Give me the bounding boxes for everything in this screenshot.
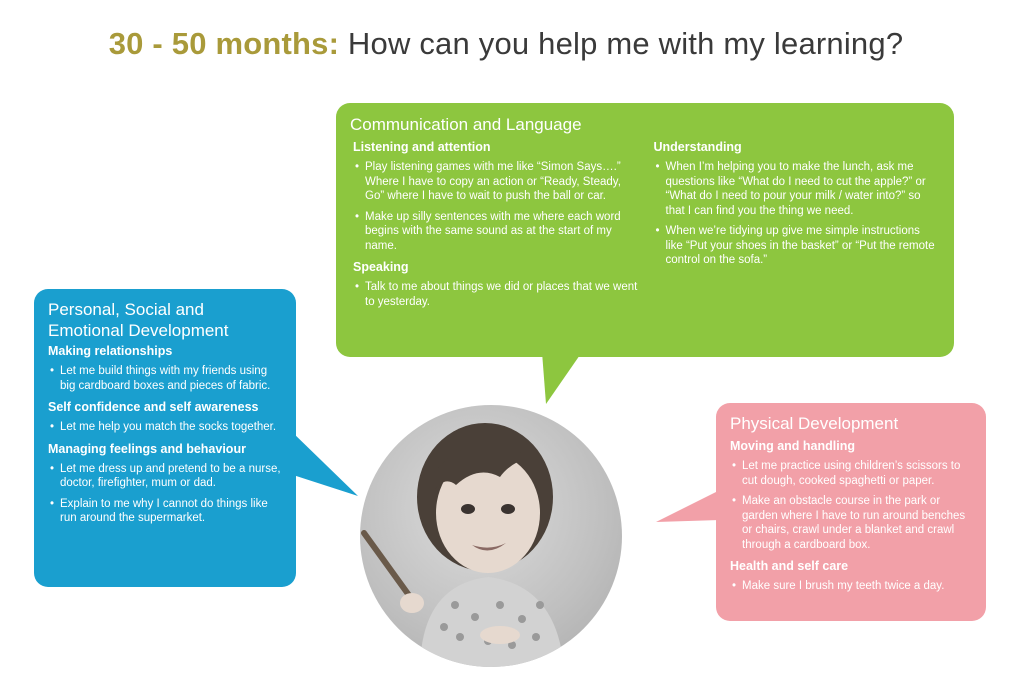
personal-bubble-tail — [290, 430, 362, 500]
page-title-age-range: 30 - 50 months: — [108, 26, 340, 61]
making-relationships-list — [48, 364, 282, 393]
list-item: • Make up silly sentences with me where each word begins with the same sound as at the start of my name. — [353, 210, 640, 254]
physical-bubble-tail — [654, 488, 724, 532]
communication-left-column — [350, 139, 640, 315]
section-title: Understanding — [653, 140, 742, 154]
listening-attention-list — [353, 160, 640, 253]
section-title: Self confidence and self awareness — [48, 400, 259, 414]
heading-line: Personal, Social and — [48, 300, 204, 319]
personal-social-emotional-panel — [34, 289, 296, 587]
page-title-question: How can you help me with my learning? — [339, 26, 904, 61]
list-item: • Let me build things with my friends using big cardboard boxes and pieces of fabric. — [48, 364, 282, 393]
physical-development-panel — [716, 403, 986, 621]
section-title: Moving and handling — [730, 439, 855, 453]
list-item: • When we’re tidying up give me simple instructions like “Put your shoes in the basket” or “Put the remote control on the sofa.” — [654, 224, 941, 268]
list-item: • When I’m helping you to make the lunch, ask me questions like “What do I need to cut the apple?” or “What do I need to pour your milk / water into?” so that I can find you the thing we need. — [654, 160, 941, 218]
self-confidence-list — [48, 420, 282, 435]
child-photo — [360, 405, 622, 667]
list-item: • Let me dress up and pretend to be a nurse, doctor, firefighter, mum or dad. — [48, 462, 282, 491]
list-item: • Let me help you match the socks together. — [48, 420, 282, 435]
communication-right-column — [654, 139, 941, 315]
section-title: Health and self care — [730, 559, 849, 573]
moving-handling-list — [730, 459, 972, 552]
physical-development-heading: Physical Development — [730, 414, 899, 433]
personal-social-emotional-heading — [48, 299, 282, 341]
list-item: • Talk to me about things we did or places that we went to yesterday. — [353, 280, 640, 309]
section-title: Listening and attention — [353, 140, 491, 154]
page-title — [0, 26, 1012, 62]
understanding-list — [654, 160, 941, 268]
list-item: • Let me practice using children’s scissors to cut dough, cooked spaghetti or paper. — [730, 459, 972, 488]
section-title: Speaking — [353, 260, 409, 274]
list-item: • Make sure I brush my teeth twice a day. — [730, 579, 972, 594]
speaking-list — [353, 280, 640, 309]
list-item: • Make an obstacle course in the park or garden where I have to run around benches or chairs, crawl under a blanket and crawl through a cardboard box. — [730, 494, 972, 552]
list-item: • Explain to me why I cannot do things like run around the supermarket. — [48, 497, 282, 526]
list-item: • Play listening games with me like “Simon Says….” Where I have to copy an action or “Ready, Steady, Go” where I have to wait to push the ball or car. — [353, 160, 640, 204]
communication-bubble-tail — [530, 352, 590, 406]
health-self-care-list — [730, 579, 972, 594]
heading-line: Emotional Development — [48, 321, 229, 340]
managing-feelings-list — [48, 462, 282, 526]
section-title: Making relationships — [48, 344, 173, 358]
communication-language-panel — [336, 103, 954, 357]
child-illustration — [360, 405, 622, 667]
communication-language-heading: Communication and Language — [350, 115, 582, 134]
section-title: Managing feelings and behaviour — [48, 441, 246, 456]
